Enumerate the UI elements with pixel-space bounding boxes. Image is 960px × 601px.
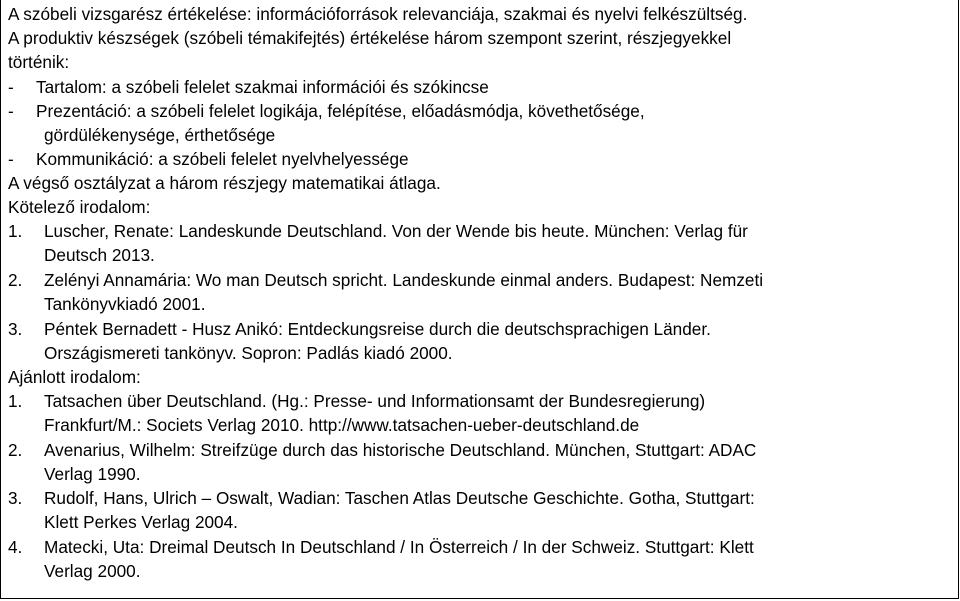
required-item-3: 3. Péntek Bernadett - Husz Anikó: Entdeckungsreise durch die deutschsprachigen Länder.: [8, 319, 711, 339]
intro-line: A produktiv készségek (szóbeli témakifejtés) értékelése három szempont szerint, részjegyekkel: [8, 28, 732, 48]
recommended-item-3-cont: Klett Perkes Verlag 2004.: [44, 512, 238, 532]
recommended-heading: Ajánlott irodalom:: [8, 367, 141, 387]
criterion-presentation-cont: gördülékenysége, érthetősége: [44, 125, 276, 145]
recommended-item-4-cont: Verlag 2000.: [44, 561, 141, 581]
intro-line: A szóbeli vizsgarész értékelése: információforrások relevanciája, szakmai és nyelvi felkészültség.: [8, 4, 748, 24]
intro-line: történik:: [8, 52, 70, 72]
required-item-2: 2. Zelényi Annamária: Wo man Deutsch spricht. Landeskunde einmal anders. Budapest: Nemzeti: [8, 270, 764, 290]
required-heading: Kötelező irodalom:: [8, 197, 151, 217]
recommended-item-4: 4. Matecki, Uta: Dreimal Deutsch In Deutschland / In Österreich / In der Schweiz. Stuttgart: Klett: [8, 537, 754, 557]
recommended-item-1-cont: Frankfurt/M.: Societs Verlag 2010. http://www.tatsachen-ueber-deutschland.de: [44, 415, 640, 435]
recommended-item-2-cont: Verlag 1990.: [44, 464, 141, 484]
criterion-presentation: - Prezentáció: a szóbeli felelet logikája, felépítése, előadásmódja, követhetősége,: [8, 101, 645, 121]
required-item-1: 1. Luscher, Renate: Landeskunde Deutschland. Von der Wende bis heute. München: Verlag für: [8, 221, 748, 241]
recommended-item-3: 3. Rudolf, Hans, Ulrich – Oswalt, Wadian: Taschen Atlas Deutsche Geschichte. Gotha, Stuttgart:: [8, 488, 755, 508]
recommended-item-2: 2. Avenarius, Wilhelm: Streifzüge durch das historische Deutschland. München, Stuttgart: ADAC: [8, 440, 757, 460]
required-item-1-cont: Deutsch 2013.: [44, 245, 155, 265]
criterion-content: - Tartalom: a szóbeli felelet szakmai információi és szókincse: [8, 77, 489, 97]
final-grade-note: A végső osztályzat a három részjegy matematikai átlaga.: [8, 173, 441, 193]
recommended-item-1: 1. Tatsachen über Deutschland. (Hg.: Presse- und Informationsamt der Bundesregierung): [8, 391, 706, 411]
required-item-2-cont: Tankönyvkiadó 2001.: [44, 294, 206, 314]
required-item-3-cont: Országismereti tankönyv. Sopron: Padlás kiadó 2000.: [44, 343, 453, 363]
criterion-communication: - Kommunikáció: a szóbeli felelet nyelvhelyessége: [8, 149, 409, 169]
